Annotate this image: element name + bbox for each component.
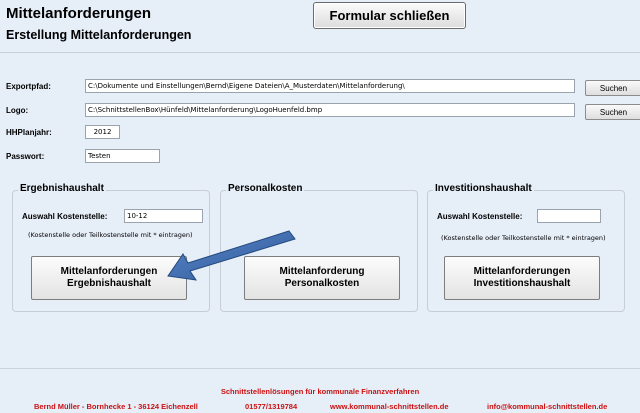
- logo-label: Logo:: [6, 106, 29, 115]
- ergebnis-button-line1: Mittelanforderungen: [60, 266, 158, 277]
- close-form-button[interactable]: Formular schließen: [313, 2, 466, 29]
- export-path-input[interactable]: C:\Dokumente und Einstellungen\Bernd\Eigene Dateien\A_Musterdaten\Mittelanforderung\: [85, 79, 575, 93]
- invest-hint: (Kostenstelle oder Teilkostenstelle mit * eintragen): [441, 234, 606, 242]
- ergebnis-hint: (Kostenstelle oder Teilkostenstelle mit * eintragen): [28, 231, 193, 239]
- footer-divider: [0, 368, 640, 369]
- footer-address: Bernd Müller - Bornhecke 1 - 36124 Eichenzell: [34, 402, 198, 411]
- footer-tagline: Schnittstellenlösungen für kommunale Finanzverfahren: [220, 387, 420, 396]
- group-ergebnishaushalt-title: Ergebnishaushalt: [20, 183, 104, 194]
- ergebnis-cost-label: Auswahl Kostenstelle:: [22, 212, 108, 221]
- ergebnis-button-line2: Ergebnishaushalt: [67, 278, 151, 289]
- export-path-label: Exportpfad:: [6, 82, 51, 91]
- page-title: Mittelanforderungen: [6, 5, 151, 22]
- group-personalkosten-title: Personalkosten: [228, 183, 303, 194]
- personal-button-line2: Personalkosten: [284, 278, 360, 289]
- group-investitionshaushalt-title: Investitionshaushalt: [435, 183, 532, 194]
- page-subtitle: Erstellung Mittelanforderungen: [6, 28, 192, 42]
- ergebnis-cost-input[interactable]: 10-12: [124, 209, 203, 223]
- logo-search-button[interactable]: Suchen: [585, 104, 640, 120]
- invest-button-line1: Mittelanforderungen: [473, 266, 571, 277]
- invest-button-line2: Investitionshaushalt: [473, 278, 571, 289]
- plan-year-label: HHPlanjahr:: [6, 128, 52, 137]
- logo-path-input[interactable]: C:\SchnittstellenBox\Hünfeld\Mittelanforderung\LogoHuenfeld.bmp: [85, 103, 575, 117]
- footer-website-link[interactable]: www.kommunal-schnittstellen.de: [330, 402, 449, 411]
- plan-year-input[interactable]: 2012: [85, 125, 120, 139]
- password-label: Passwort:: [6, 152, 45, 161]
- invest-cost-label: Auswahl Kostenstelle:: [437, 212, 523, 221]
- export-search-button[interactable]: Suchen: [585, 80, 640, 96]
- footer-email-link[interactable]: info@kommunal-schnittstellen.de: [487, 402, 608, 411]
- personal-button-line1: Mittelanforderung: [279, 266, 365, 277]
- footer-phone: 01577/1319784: [245, 402, 298, 411]
- password-input[interactable]: Testen: [85, 149, 160, 163]
